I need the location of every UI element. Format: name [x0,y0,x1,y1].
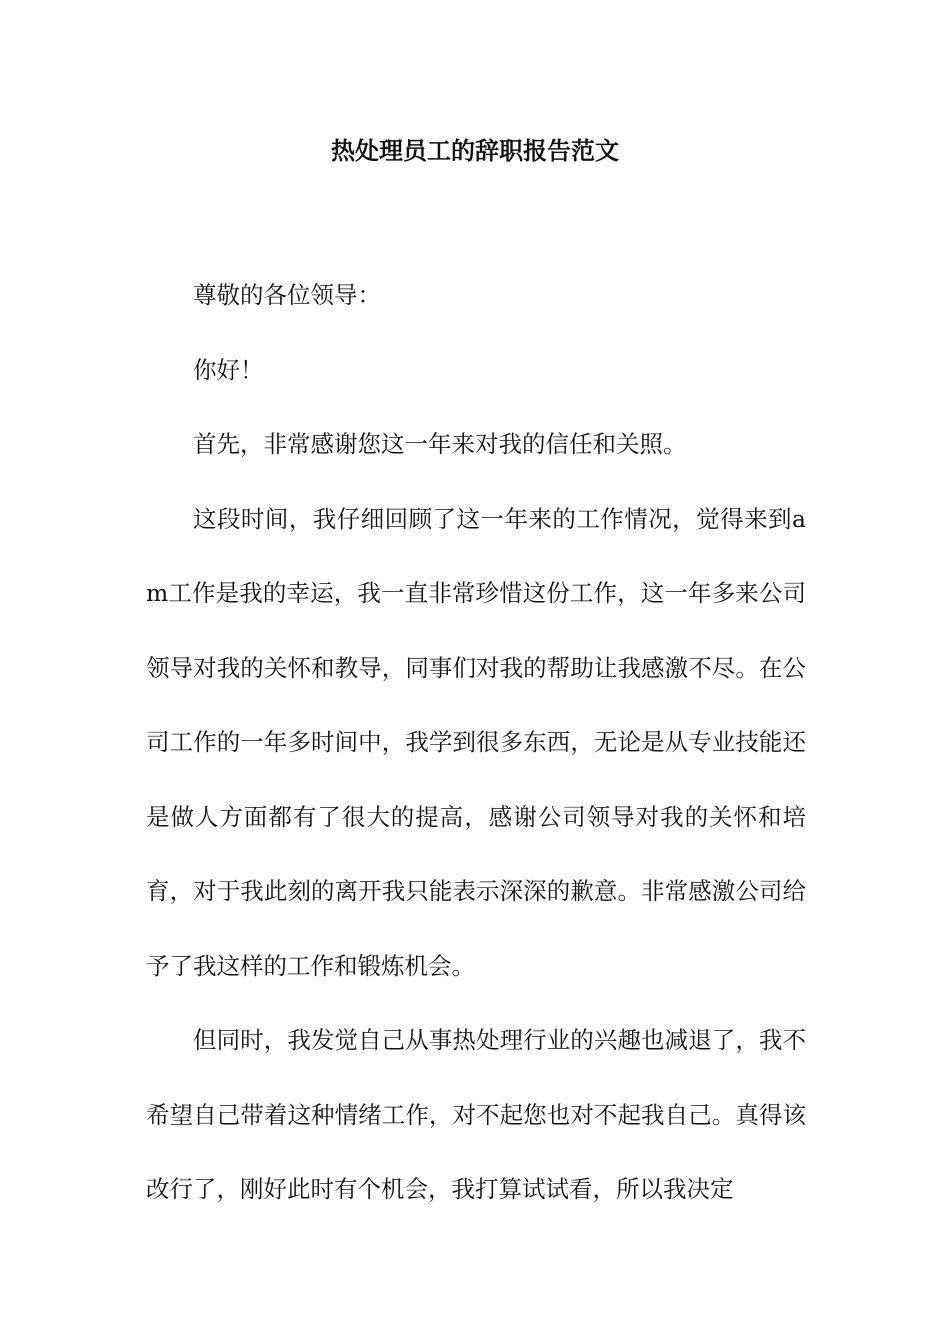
thanks-paragraph: 首先，非常感谢您这一年来对我的信任和关照。 [193,430,687,458]
review-paragraph: 这段时间，我仔细回顾了这一年来的工作情况，觉得来到am工作是我的幸运，我一直非常珍惜这份工作，这一年多来公司领导对我的关怀和教导，同事们对我的帮助让我感激不尽。在公司工作的一年多时间中，我学到很多东西，无论是从专业技能还是做人方面都有了很大的提高，感谢公司领导对我的关怀和培育，对于我此刻的离开我只能表示深深的歉意。非常感激公司给予了我这样的工作和锻炼机会。 [146,504,806,980]
document-title: 热处理员工的辞职报告范文 [331,136,619,165]
document-body [146,258,806,1227]
greeting-paragraph: 你好！ [193,355,264,384]
reason-paragraph: 但同时，我发觉自己从事热处理行业的兴趣也减退了，我不希望自己带着这种情绪工作，对不起您也对不起我自己。真得该改行了，刚好此时有个机会，我打算试试看，所以我决定 [146,1026,806,1203]
salutation-paragraph: 尊敬的各位领导： [193,281,381,309]
